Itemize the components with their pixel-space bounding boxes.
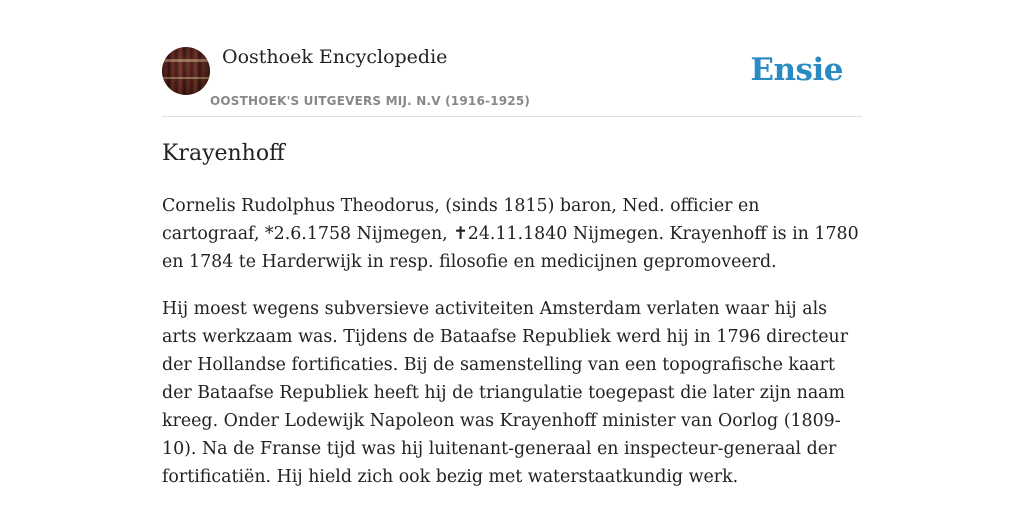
avatar-shading [162,47,210,95]
site-header [162,0,862,117]
encyclopedia-avatar[interactable] [162,47,210,95]
publisher-subtitle: OOSTHOEK'S UITGEVERS MIJ. N.V (1916-1925) [210,94,531,108]
page-container [162,0,862,487]
ensie-logo-link[interactable]: Ensie [750,52,843,88]
article-paragraph: Hij moest wegens subversieve activiteiten Amsterdam verlaten waar hij als arts werkzaam was. Tijdens de Bataafse Republiek werd hij in 1796 directeur der Hollandse fortificaties. Bij de samenstelling van een topografische kaart der Bataafse Republiek heeft hij de triangulatie toegepast die later zijn naam kreeg. Onder Lodewijk Napoleon was Krayenhoff minister van Oorlog (1809-10). Na de Franse tijd was hij luitenant-generaal en inspecteur-generaal der fortificatiën. Hij hield zich ook bezig met waterstaatkundig werk. [162,299,849,487]
article-paragraph: Cornelis Rudolphus Theodorus, (sinds 1815) baron, Ned. officier en cartograaf, *2.6.1758 Nijmegen, ✝24.11.1840 Nijmegen. Krayenhoff is in 1780 en 1784 te Harderwijk in resp. filosofie en medicijnen gepromoveerd. [162,196,859,272]
article-body [162,192,862,510]
article-title: Krayenhoff [162,141,285,166]
encyclopedia-title-link[interactable]: Oosthoek Encyclopedie [222,46,448,68]
